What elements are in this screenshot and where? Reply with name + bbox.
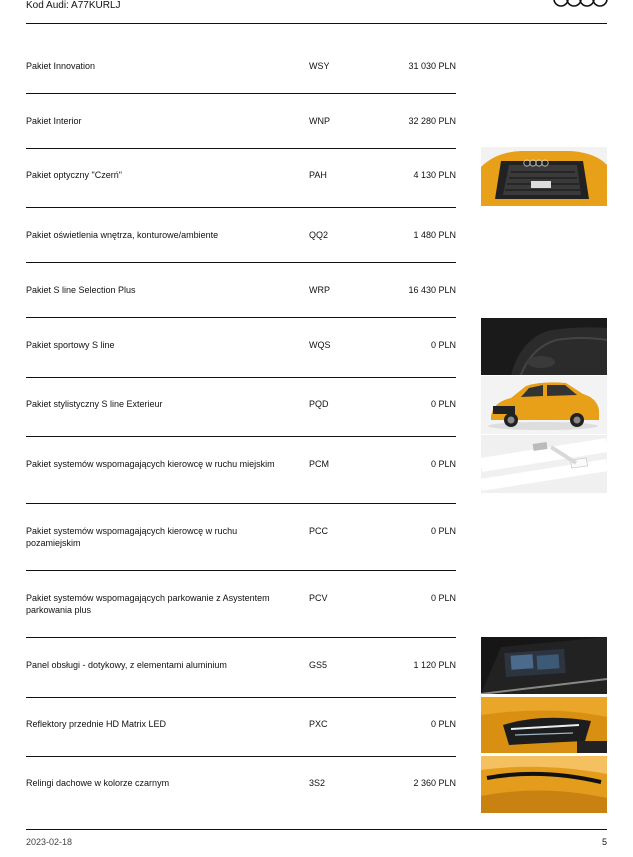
option-row-sline-exterior [26, 378, 607, 437]
audi-logo [553, 0, 609, 7]
option-name: Reflektory przednie HD Matrix LED [26, 719, 167, 729]
option-name: Panel obsługi - dotykowy, z elementami aluminium [26, 660, 227, 670]
option-name: Pakiet S line Selection Plus [26, 285, 136, 295]
option-row-sport-sline [26, 318, 607, 378]
option-name: Pakiet stylistyczny S line Exterieur [26, 399, 163, 409]
option-name: Pakiet systemów wspomagających kierowcę w ruchu pozamiejskim [26, 526, 238, 548]
option-name: Pakiet oświetlenia wnętrza, konturowe/ambiente [26, 230, 219, 240]
option-row-roof-rails [26, 757, 607, 816]
option-name: Pakiet Innovation [26, 61, 96, 71]
option-code: PAH [309, 170, 327, 180]
option-row-highway-assist [26, 504, 607, 571]
option-name: Relingi dachowe w kolorze czarnym [26, 778, 170, 788]
option-name: Pakiet systemów wspomagających kierowcę w ruchu miejskim [26, 459, 275, 469]
option-row-touch-panel [26, 638, 607, 698]
option-price: 32 280 PLN [408, 116, 456, 126]
option-price: 16 430 PLN [408, 285, 456, 295]
roof-rails-image [481, 756, 607, 813]
option-code: PXC [309, 719, 328, 729]
option-price: 0 PLN [430, 459, 456, 469]
option-name: Pakiet Interior [26, 116, 82, 126]
option-price: 4 130 PLN [413, 170, 456, 180]
option-price: 0 PLN [430, 526, 456, 536]
option-code: WRP [309, 285, 330, 295]
assist-diagram-image [481, 435, 607, 493]
footer-date: 2023-02-18 [26, 837, 73, 847]
option-row-interior [26, 94, 607, 149]
option-name: Pakiet optyczny "Czerń" [26, 170, 122, 180]
car-side-image [481, 376, 607, 434]
option-price: 2 360 PLN [413, 778, 456, 788]
option-row-ambient-lighting [26, 208, 607, 263]
option-price: 0 PLN [430, 719, 456, 729]
option-row-city-assist [26, 437, 607, 504]
front-grille-image [481, 147, 607, 206]
footer-divider [26, 829, 607, 830]
page-number: 5 [601, 837, 607, 847]
option-price: 0 PLN [430, 399, 456, 409]
option-code: WNP [309, 116, 330, 126]
option-price: 31 030 PLN [408, 61, 456, 71]
option-code: PQD [309, 399, 329, 409]
option-row-black-optic [26, 149, 607, 208]
option-price: 0 PLN [430, 593, 456, 603]
option-code: WQS [309, 340, 331, 350]
option-price: 0 PLN [430, 340, 456, 350]
option-code: WSY [309, 61, 330, 71]
option-code: PCC [309, 526, 329, 536]
option-price: 1 480 PLN [413, 230, 456, 240]
option-code: 3S2 [309, 778, 326, 788]
option-row-hd-matrix-led [26, 698, 607, 757]
option-code: GS5 [309, 660, 328, 670]
option-price: 1 120 PLN [413, 660, 456, 670]
option-name: Pakiet systemów wspomagających parkowanie z Asystentem parkowania plus [26, 593, 270, 615]
sport-seat-image [481, 318, 607, 375]
option-code: QQ2 [309, 230, 329, 240]
audi-code: Kod Audi: A77KURLJ [26, 0, 121, 11]
option-row-sline-selection [26, 263, 607, 318]
touch-panel-image [481, 637, 607, 694]
option-row-innovation [26, 24, 607, 94]
option-name: Pakiet sportowy S line [26, 340, 115, 350]
option-row-parking-assist [26, 571, 607, 638]
headlight-image [481, 697, 607, 753]
option-code: PCV [309, 593, 328, 603]
option-code: PCM [309, 459, 329, 469]
